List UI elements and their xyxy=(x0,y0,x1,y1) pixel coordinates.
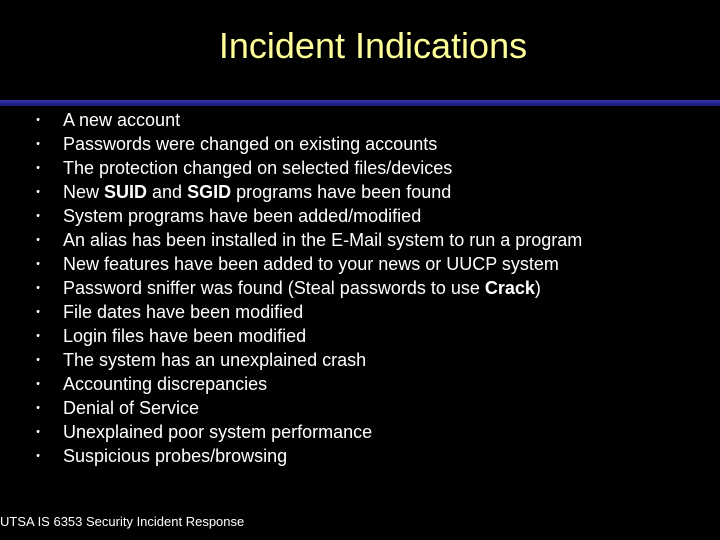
bullet-text-segment: A new account xyxy=(63,110,181,130)
bullet-text-segment: New features have been added to your news or UUCP system xyxy=(63,254,559,274)
bullet-dot-icon: • xyxy=(36,186,40,198)
bullet-text xyxy=(63,158,452,178)
bullet-text xyxy=(63,206,421,226)
bullet-text-segment: Accounting discrepancies xyxy=(63,374,268,394)
bullet-text-segment: Unexplained poor system performance xyxy=(63,422,373,442)
bullet-text-segment: An alias has been installed in the E-Mail system to run a program xyxy=(63,230,583,250)
bullet-text xyxy=(63,182,451,202)
bullet-item xyxy=(24,444,582,468)
bullet-item xyxy=(24,420,582,444)
bullet-text-segment: programs have been found xyxy=(231,182,452,202)
bullet-item xyxy=(24,300,582,324)
bullet-text-segment: File dates have been modified xyxy=(63,302,304,322)
bullet-item xyxy=(24,348,582,372)
bullet-bold-term: Crack xyxy=(484,278,535,298)
bullet-bold-term: SGID xyxy=(187,182,232,202)
bullet-text xyxy=(63,302,303,322)
slide-footer: UTSA IS 6353 Security Incident Response xyxy=(0,514,245,529)
bullet-text-segment: ) xyxy=(534,278,541,298)
bullet-text-segment: Passwords were changed on existing accounts xyxy=(63,134,438,154)
bullet-text-segment: The system has an unexplained crash xyxy=(63,350,367,370)
bullet-text xyxy=(63,350,366,370)
bullet-dot-icon: • xyxy=(36,234,40,246)
bullet-dot-icon: • xyxy=(36,114,40,126)
bullet-dot-icon: • xyxy=(36,378,40,390)
bullet-text xyxy=(63,110,180,130)
bullet-dot-icon: • xyxy=(36,258,40,270)
bullet-dot-icon: • xyxy=(36,426,40,438)
bullet-dot-icon: • xyxy=(36,330,40,342)
bullet-dot-icon: • xyxy=(36,138,40,150)
bullet-text xyxy=(63,446,287,466)
bullet-item xyxy=(24,132,582,156)
bullet-text xyxy=(63,254,559,274)
bullet-item xyxy=(24,396,582,420)
bullet-item xyxy=(24,108,582,132)
bullet-bold-term: SUID xyxy=(104,182,148,202)
bullet-text xyxy=(63,422,372,442)
bullet-text xyxy=(63,326,306,346)
bullet-item xyxy=(24,156,582,180)
bullet-text xyxy=(63,230,582,250)
bullet-item xyxy=(24,324,582,348)
bullet-dot-icon: • xyxy=(36,354,40,366)
bullet-dot-icon: • xyxy=(36,306,40,318)
bullet-item xyxy=(24,372,582,396)
bullet-dot-icon: • xyxy=(36,162,40,174)
bullet-dot-icon: • xyxy=(36,210,40,222)
bullet-item xyxy=(24,228,582,252)
bullet-text-segment: and xyxy=(147,182,188,202)
bullet-dot-icon: • xyxy=(36,402,40,414)
slide-title: Incident Indications xyxy=(218,25,528,66)
bullet-item xyxy=(24,252,582,276)
bullet-text xyxy=(63,278,541,298)
bullet-text xyxy=(63,374,267,394)
bullet-text-segment: System programs have been added/modified xyxy=(63,206,422,226)
bullet-item xyxy=(24,180,582,204)
bullet-item xyxy=(24,204,582,228)
bullet-text xyxy=(63,398,199,418)
bullet-text xyxy=(63,134,437,154)
bullet-item xyxy=(24,276,582,300)
bullet-text-segment: Login files have been modified xyxy=(63,326,307,346)
bullet-text-segment: Suspicious probes/browsing xyxy=(63,446,288,466)
bullet-list xyxy=(24,108,582,468)
bullet-dot-icon: • xyxy=(36,450,40,462)
bullet-dot-icon: • xyxy=(36,282,40,294)
bullet-text-segment: Denial of Service xyxy=(63,398,200,418)
bullet-text-segment: The protection changed on selected files/devices xyxy=(63,158,453,178)
title-divider xyxy=(0,100,720,106)
bullet-text-segment: Password sniffer was found (Steal passwords to use xyxy=(63,278,485,298)
bullet-text-segment: New xyxy=(63,182,105,202)
